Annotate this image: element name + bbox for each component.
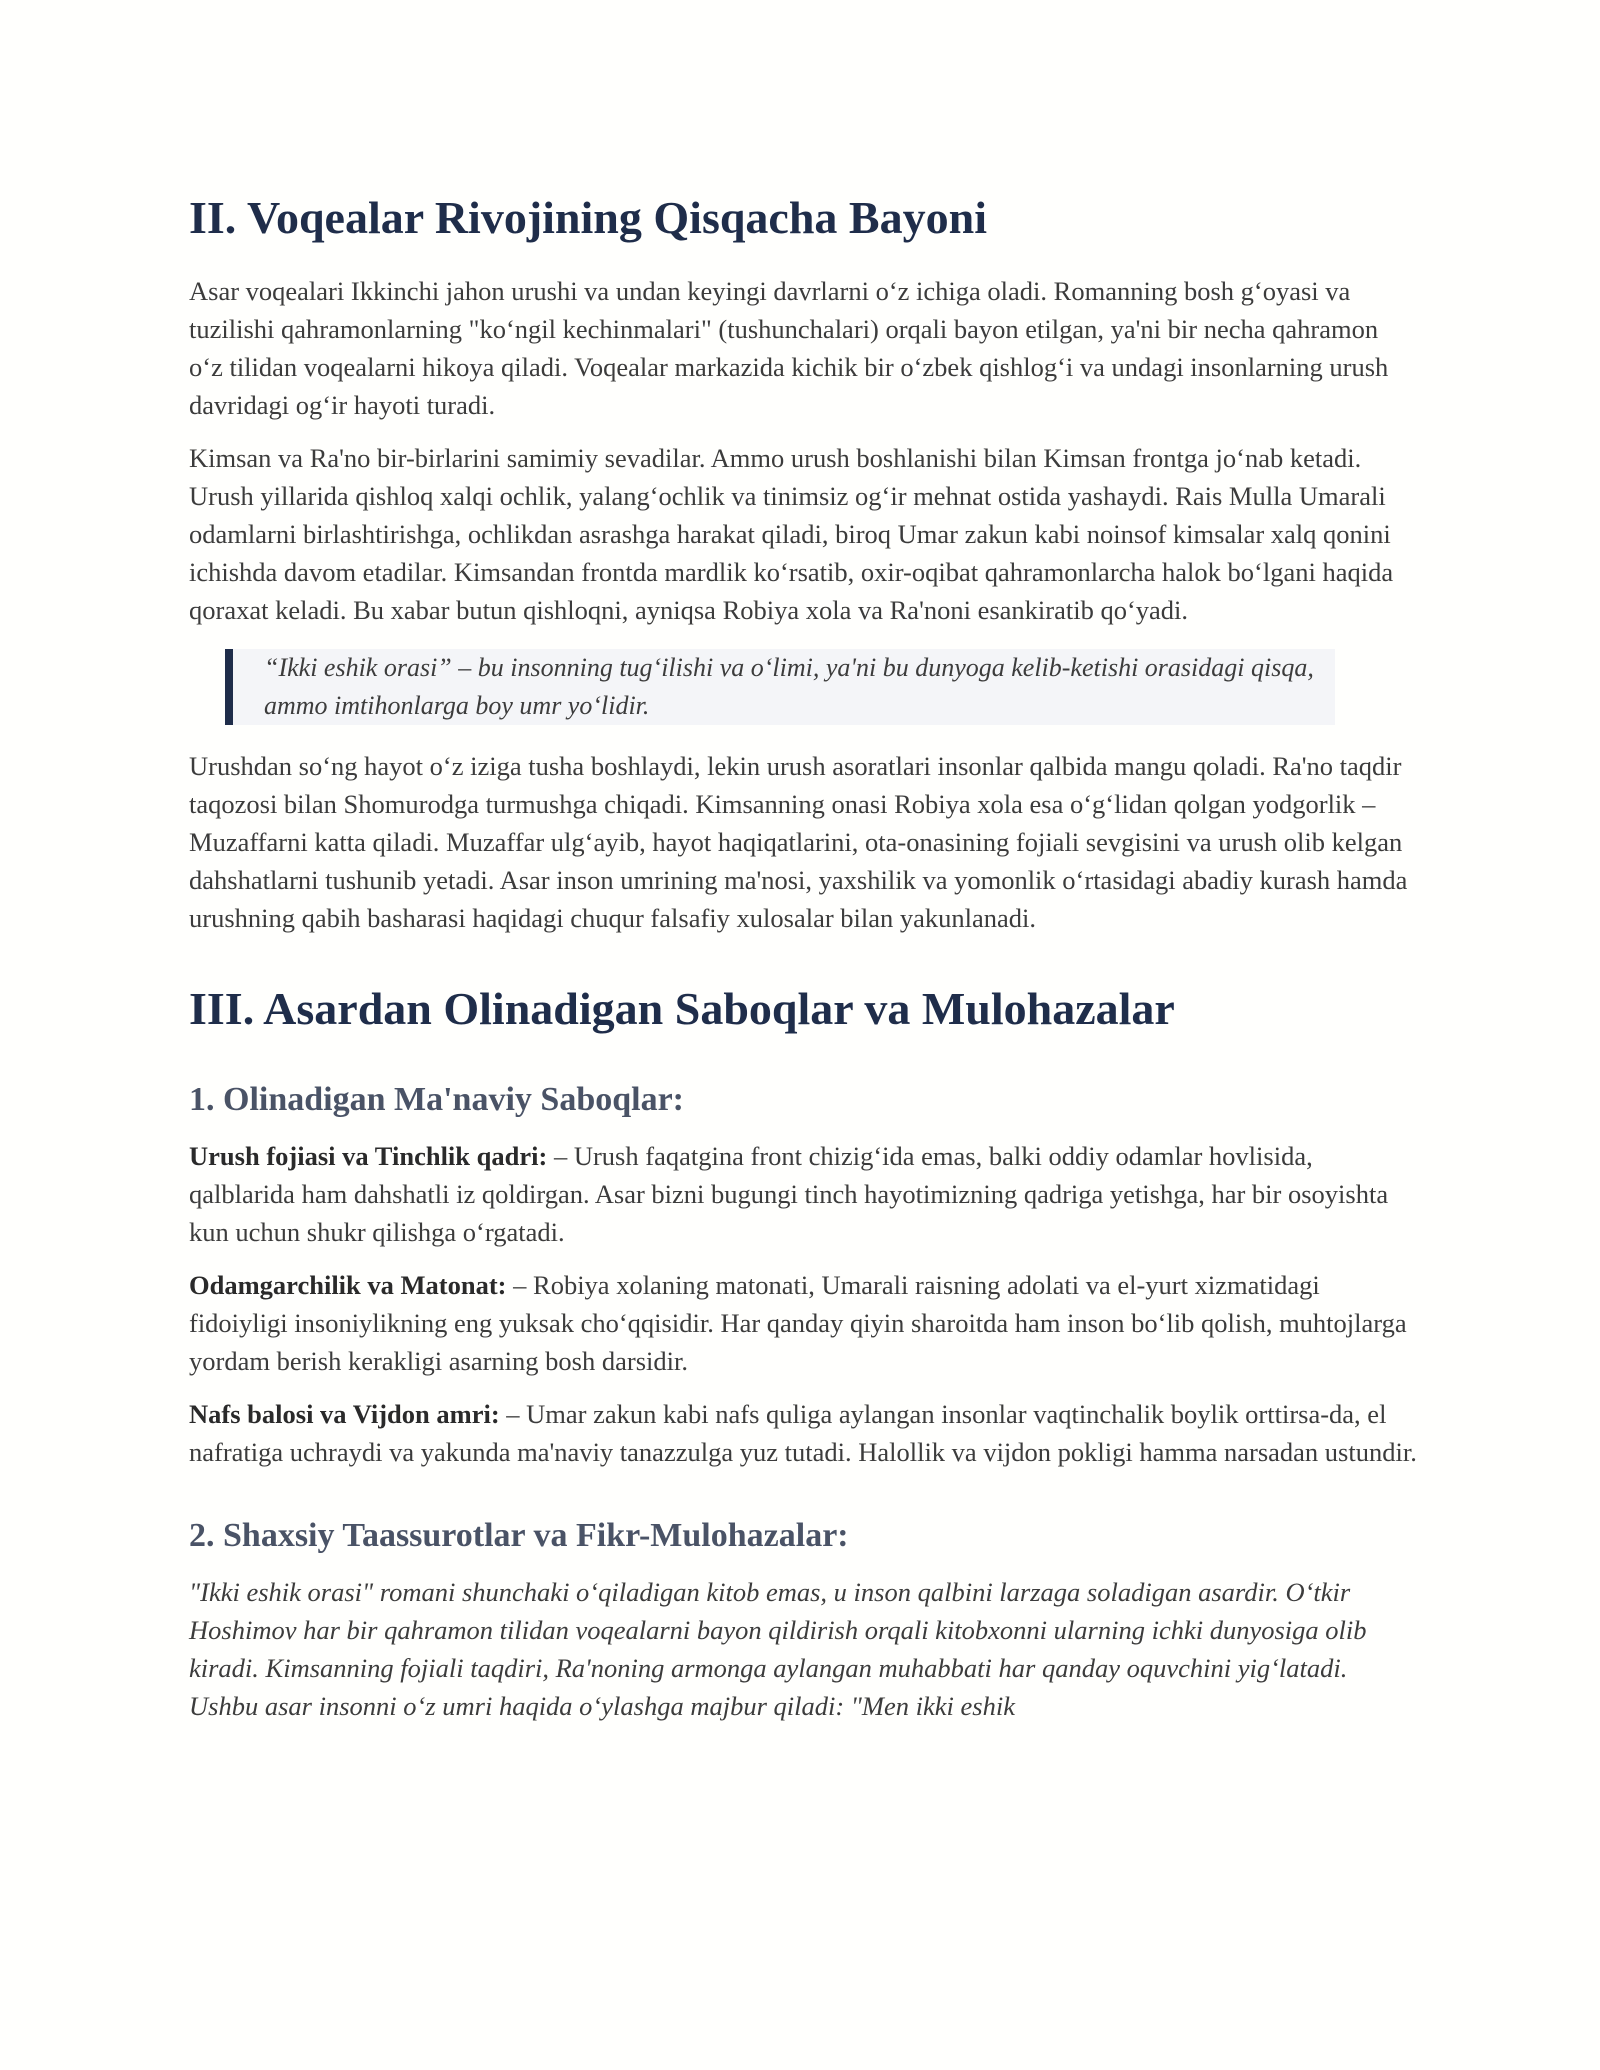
lesson-item [189,1395,1417,1471]
section-2-paragraph-3: Urushdan so‘ng hayot o‘z iziga tusha boshlaydi, lekin urush asoratlari insonlar qalbida mangu qoladi. Ra'no taqdir taqozosi bilan Shomurodga turmushga chiqadi. Kimsanning onasi Robiya xola esa o‘g‘lidan qolgan yodgorlik – Muzaffarni katta qiladi. Muzaffar ulg‘ayib, hayot haqiqatlarini, ota-onasining fojiali sevgisini va urush olib kelgan dahshatlarni tushunib yetadi. Asar inson umrining ma'nosi, yaxshilik va yomonlik o‘rtasidagi abadiy kurash hamda urushning qabih basharasi haqidagi chuqur falsafiy xulosalar bilan yakunlanadi. [189,751,1408,933]
lesson-item [189,1137,1417,1251]
lesson-item-label: Nafs balosi va Vijdon amri: [189,1399,500,1429]
lesson-item-text: – Robiya xolaning matonati, Umarali raisning adolati va el-yurt xizmatidagi fidoiyligi insoniylikning eng yuksak cho‘qqisidir. Har qanday qiyin sharoitda ham inson bo‘lib qolish, muhtojlarga yordam berish kerakligi asarning bosh darsidir. [189,1270,1407,1376]
document-page [189,180,1417,1725]
blockquote-text: “Ikki eshik orasi” – bu insonning tug‘ilishi va o‘limi, ya'ni bu dunyoga kelib-ketishi orasidagi qisqa, ammo imtihonlarga boy umr yo‘lidir. [264,653,1314,720]
lesson-item-label: Odamgarchilik va Matonat: [189,1270,507,1300]
section-3-heading: III. Asardan Olinadigan Saboqlar va Mulohazalar [189,983,1175,1034]
section-2-paragraph-1: Asar voqealari Ikkinchi jahon urushi va undan keyingi davrlarni o‘z ichiga oladi. Romanning bosh g‘oyasi va tuzilishi qahramonlarning "ko‘ngil kechinmalari" (tushunchalari) orqali bayon etilgan, ya'ni bir necha qahramon o‘z tilidan voqealarni hikoya qiladi. Voqealar markazida kichik bir o‘zbek qishlog‘i va undagi insonlarning urush davridagi og‘ir hayoti turadi. [189,276,1389,420]
subsection-1-heading: 1. Olinadigan Ma'naviy Saboqlar: [189,1081,684,1118]
lesson-item-text: – Umar zakun kabi nafs quliga aylangan insonlar vaqtinchalik boylik orttirsa-da, el nafratiga uchraydi va yakunda ma'naviy tanazzulga yuz tutadi. Halollik va vijdon pokligi hamma narsadan ustundir. [189,1399,1417,1467]
impressions-paragraph: "Ikki eshik orasi" romani shunchaki o‘qiladigan kitob emas, u inson qalbini larzaga soladigan asardir. O‘tkir Hoshimov har bir qahramon tilidan voqealarni bayon qildirish orqali kitobxonni ularning ichki dunyosiga olib kiradi. Kimsanning fojiali taqdiri, Ra'noning armonga aylangan muhabbati har qanday oquvchini yig‘latadi. Ushbu asar insonni o‘z umri haqida o‘ylashga majbur qiladi: "Men ikki eshik [189,1577,1367,1721]
section-2-paragraph-2: Kimsan va Ra'no bir-birlarini samimiy sevadilar. Ammo urush boshlanishi bilan Kimsan frontga jo‘nab ketadi. Urush yillarida qishloq xalqi ochlik, yalang‘ochlik va tinimsiz og‘ir mehnat ostida yashaydi. Rais Mulla Umarali odamlarni birlashtirishga, ochlikdan asrashga harakat qiladi, biroq Umar zakun kabi noinsof kimsalar xalq qonini ichishda davom etadilar. Kimsandan frontda mardlik ko‘rsatib, oxir-oqibat qahramonlarcha halok bo‘lgani haqida qoraxat keladi. Bu xabar butun qishloqni, ayniqsa Robiya xola va Ra'noni esankiratib qo‘yadi. [189,443,1394,625]
section-2-heading: II. Voqealar Rivojining Qisqacha Bayoni [189,192,987,243]
lesson-item [189,1266,1417,1380]
blockquote [225,649,1335,725]
lesson-item-label: Urush fojiasi va Tinchlik qadri: [189,1141,548,1171]
lesson-item-text: – Urush faqatgina front chizig‘ida emas, balki oddiy odamlar hovlisida, qalblarida ham dahshatli iz qoldirgan. Asar bizni bugungi tinch hayotimizning qadriga yetishga, har bir osoyishta kun uchun shukr qilishga o‘rgatadi. [189,1141,1389,1247]
subsection-2-heading: 2. Shaxsiy Taassurotlar va Fikr-Mulohazalar: [189,1517,849,1554]
